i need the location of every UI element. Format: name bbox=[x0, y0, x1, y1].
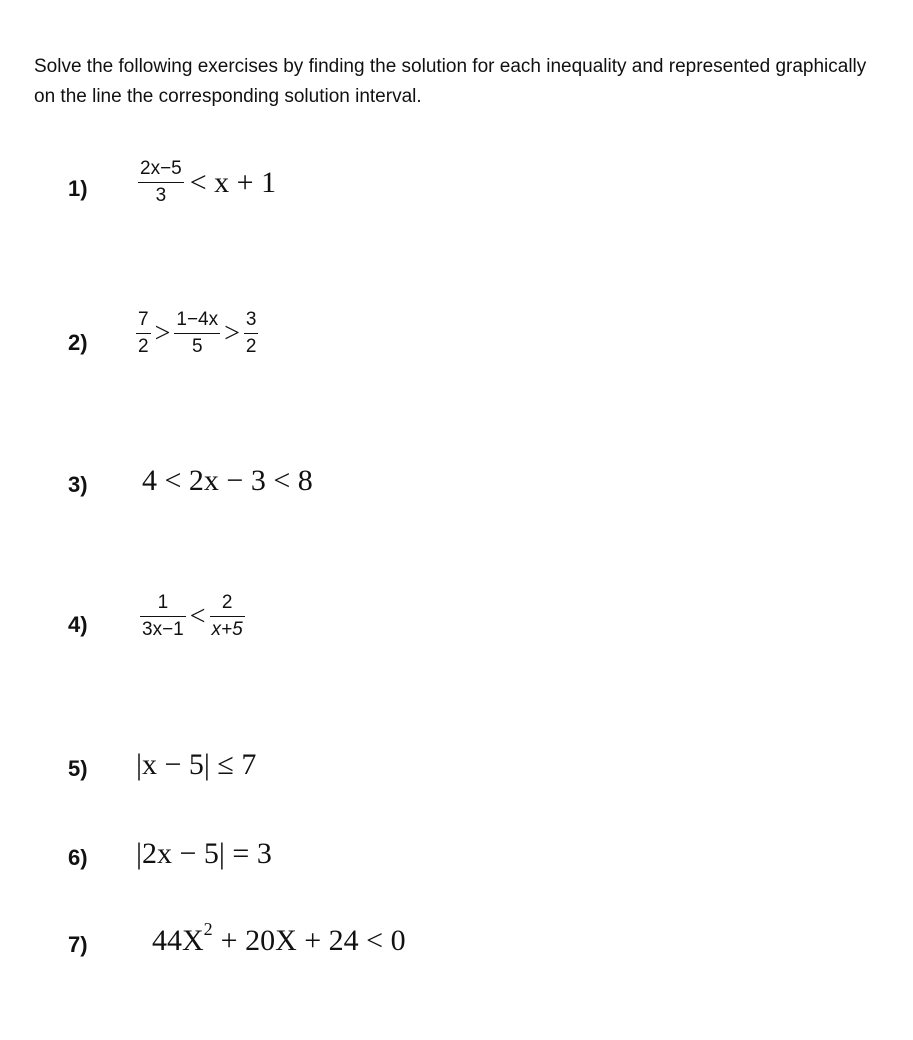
exercise-6-expression: |2x − 5| = 3 bbox=[136, 837, 272, 870]
exercise-4-left-fraction bbox=[140, 592, 186, 641]
exercise-7-base: 44X bbox=[152, 924, 204, 957]
exercise-7-label: 7) bbox=[68, 932, 88, 957]
exercise-2-right-denominator: 2 bbox=[245, 336, 257, 357]
exercise-2-left-numerator: 7 bbox=[138, 309, 149, 330]
exercise-3-label: 3) bbox=[68, 472, 88, 497]
exercise-2-middle-numerator: 1−4x bbox=[176, 309, 219, 330]
exercise-4-right-denominator: x+5 bbox=[211, 619, 243, 640]
exercise-1-fraction bbox=[138, 158, 184, 207]
exercise-2-expression bbox=[136, 309, 258, 358]
exercise-4-right-numerator: 2 bbox=[221, 592, 233, 613]
exercise-4-left-numerator: 1 bbox=[157, 592, 169, 613]
exercise-2-left-denominator: 2 bbox=[138, 336, 149, 357]
exercise-4-expression bbox=[140, 592, 245, 641]
exercise-2-left-fraction bbox=[136, 309, 151, 358]
exercise-1-denominator: 3 bbox=[155, 185, 167, 206]
exercise-4-right-fraction bbox=[210, 592, 245, 641]
exercise-2-operator-2: > bbox=[224, 317, 240, 349]
exercise-2-middle-fraction bbox=[174, 309, 220, 358]
instructions-text: Solve the following exercises by finding the solution for each inequality and represented graphically on the line the corresponding solution interval. bbox=[34, 56, 867, 107]
exercise-1-label: 1) bbox=[68, 176, 88, 201]
exercise-1-rest: < x + 1 bbox=[189, 165, 277, 199]
exercise-5-label: 5) bbox=[68, 756, 88, 781]
exercise-4-left-denominator: 3x−1 bbox=[142, 619, 184, 640]
exercise-3-expression: 4 < 2x − 3 < 8 bbox=[142, 464, 313, 497]
exercise-4-label: 4) bbox=[68, 612, 88, 637]
exercise-2-right-fraction bbox=[244, 309, 259, 358]
exercise-7-expression bbox=[152, 918, 406, 958]
exercise-7-rest: + 20X + 24 < 0 bbox=[220, 924, 406, 957]
exercise-1-numerator: 2x−5 bbox=[140, 158, 182, 179]
exercise-6-label: 6) bbox=[68, 845, 88, 870]
exercise-2-operator-1: > bbox=[154, 317, 171, 349]
exercise-2-label: 2) bbox=[68, 330, 88, 355]
exercise-1-expression bbox=[138, 158, 282, 207]
exercise-7-exponent: 2 bbox=[203, 918, 213, 939]
exercise-4-operator: < bbox=[189, 600, 206, 632]
exercise-2-right-numerator: 3 bbox=[245, 309, 257, 330]
exercise-5-expression: |x − 5| ≤ 7 bbox=[136, 748, 257, 781]
exercise-2-middle-denominator: 5 bbox=[191, 336, 203, 357]
